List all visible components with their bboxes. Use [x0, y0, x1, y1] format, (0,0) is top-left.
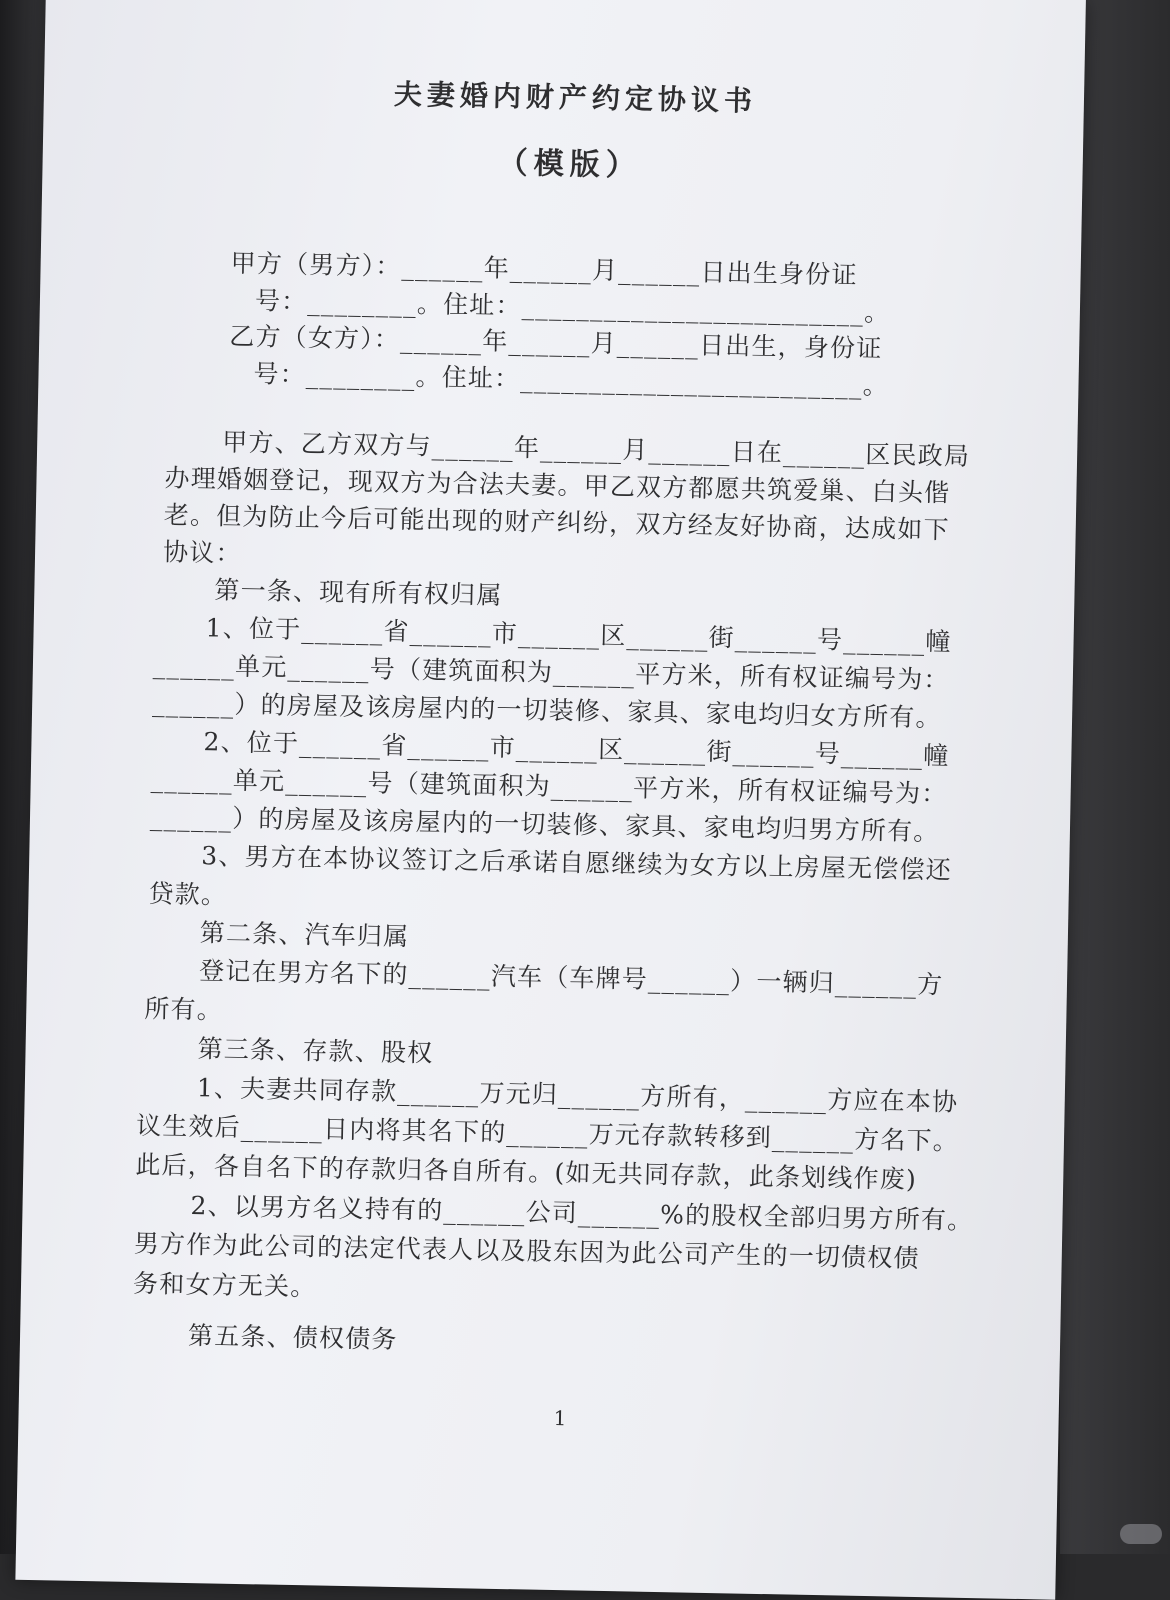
article-3-item-2-line-1: 2、以男方名义持有的______公司______%的股权全部归男方所有。 — [190, 1191, 974, 1236]
preamble-line-3: 老。但为防止今后可能出现的财产纠纷，双方经友好协商，达成如下 — [163, 500, 950, 545]
article-1-item-1-line-2: ______单元______号（建筑面积为______平方米，所有权证编号为： — [152, 650, 950, 695]
preamble-line-1: 甲方、乙方双方与______年______月______日在______区民政局 — [221, 427, 971, 471]
article-3-item-2-line-3: 务和女方无关。 — [132, 1268, 317, 1302]
article-2-line-1: 登记在男方名下的______汽车（车牌号______）一辆归______方 — [198, 956, 944, 1000]
article-3-item-1-line-2: 议生效后______日内将其名下的______万元存款转移到______方名下。 — [135, 1110, 960, 1156]
document-title: 夫妻婚内财产约定协议书 — [393, 77, 758, 118]
page-number: 1 — [553, 1406, 567, 1431]
preamble-line-4: 协议： — [162, 537, 243, 568]
article-3-heading: 第三条、存款、股权 — [197, 1034, 434, 1068]
article-3-item-1-line-3: 此后，各自名下的存款归各自所有。(如无共同存款，此条划线作废) — [135, 1149, 918, 1194]
document-subtitle: （模版） — [497, 145, 642, 184]
article-1-item-2-line-1: 2、位于______省______市______区______街______号______幢 — [203, 727, 950, 771]
article-2-heading: 第二条、汽车归属 — [199, 918, 410, 952]
article-3-item-2-line-2: 男方作为此公司的法定代表人以及股东因为此公司产生的一切债权债 — [133, 1228, 921, 1274]
party-a-line-2: 号：________。住址：_________________________。 — [254, 286, 891, 328]
party-a-line-1: 甲方（男方）：______年______月______日出生身份证 — [230, 248, 858, 290]
party-b-line-1: 乙方（女方）：______年______月______日出生，身份证 — [229, 321, 883, 364]
article-3-item-1-line-1: 1、夫妻共同存款______万元归______方所有，______方应在本协 — [196, 1073, 959, 1117]
article-1-item-2-line-3: ______）的房屋及该房屋内的一切装修、家具、家电均归男方所有。 — [149, 802, 940, 847]
article-1-item-2-line-2: ______单元______号（建筑面积为______平方米，所有权证编号为： — [150, 764, 948, 809]
article-1-item-1-line-1: 1、位于______省______市______区______街______号______幢 — [205, 613, 952, 657]
article-5-heading: 第五条、债权债务 — [187, 1320, 398, 1355]
article-1-item-3-line-1: 3、男方在本协议签订之后承诺自愿继续为女方以上房屋无偿偿还 — [201, 841, 953, 885]
article-1-item-1-line-3: ______）的房屋及该房屋内的一切装修、家具、家电均归女方所有。 — [151, 688, 942, 733]
article-1-item-3-line-2: 贷款。 — [148, 879, 228, 910]
article-2-line-2: 所有。 — [144, 994, 224, 1025]
document-page — [15, 0, 1086, 1600]
article-1-heading: 第一条、现有所有权归属 — [214, 575, 503, 610]
watermark-badge — [1120, 1524, 1162, 1544]
party-b-line-2: 号：________。住址：_________________________。 — [253, 359, 890, 401]
preamble-line-2: 办理婚姻登记，现双方为合法夫妻。甲乙双方都愿共筑爱巢、白头偕 — [164, 463, 951, 508]
